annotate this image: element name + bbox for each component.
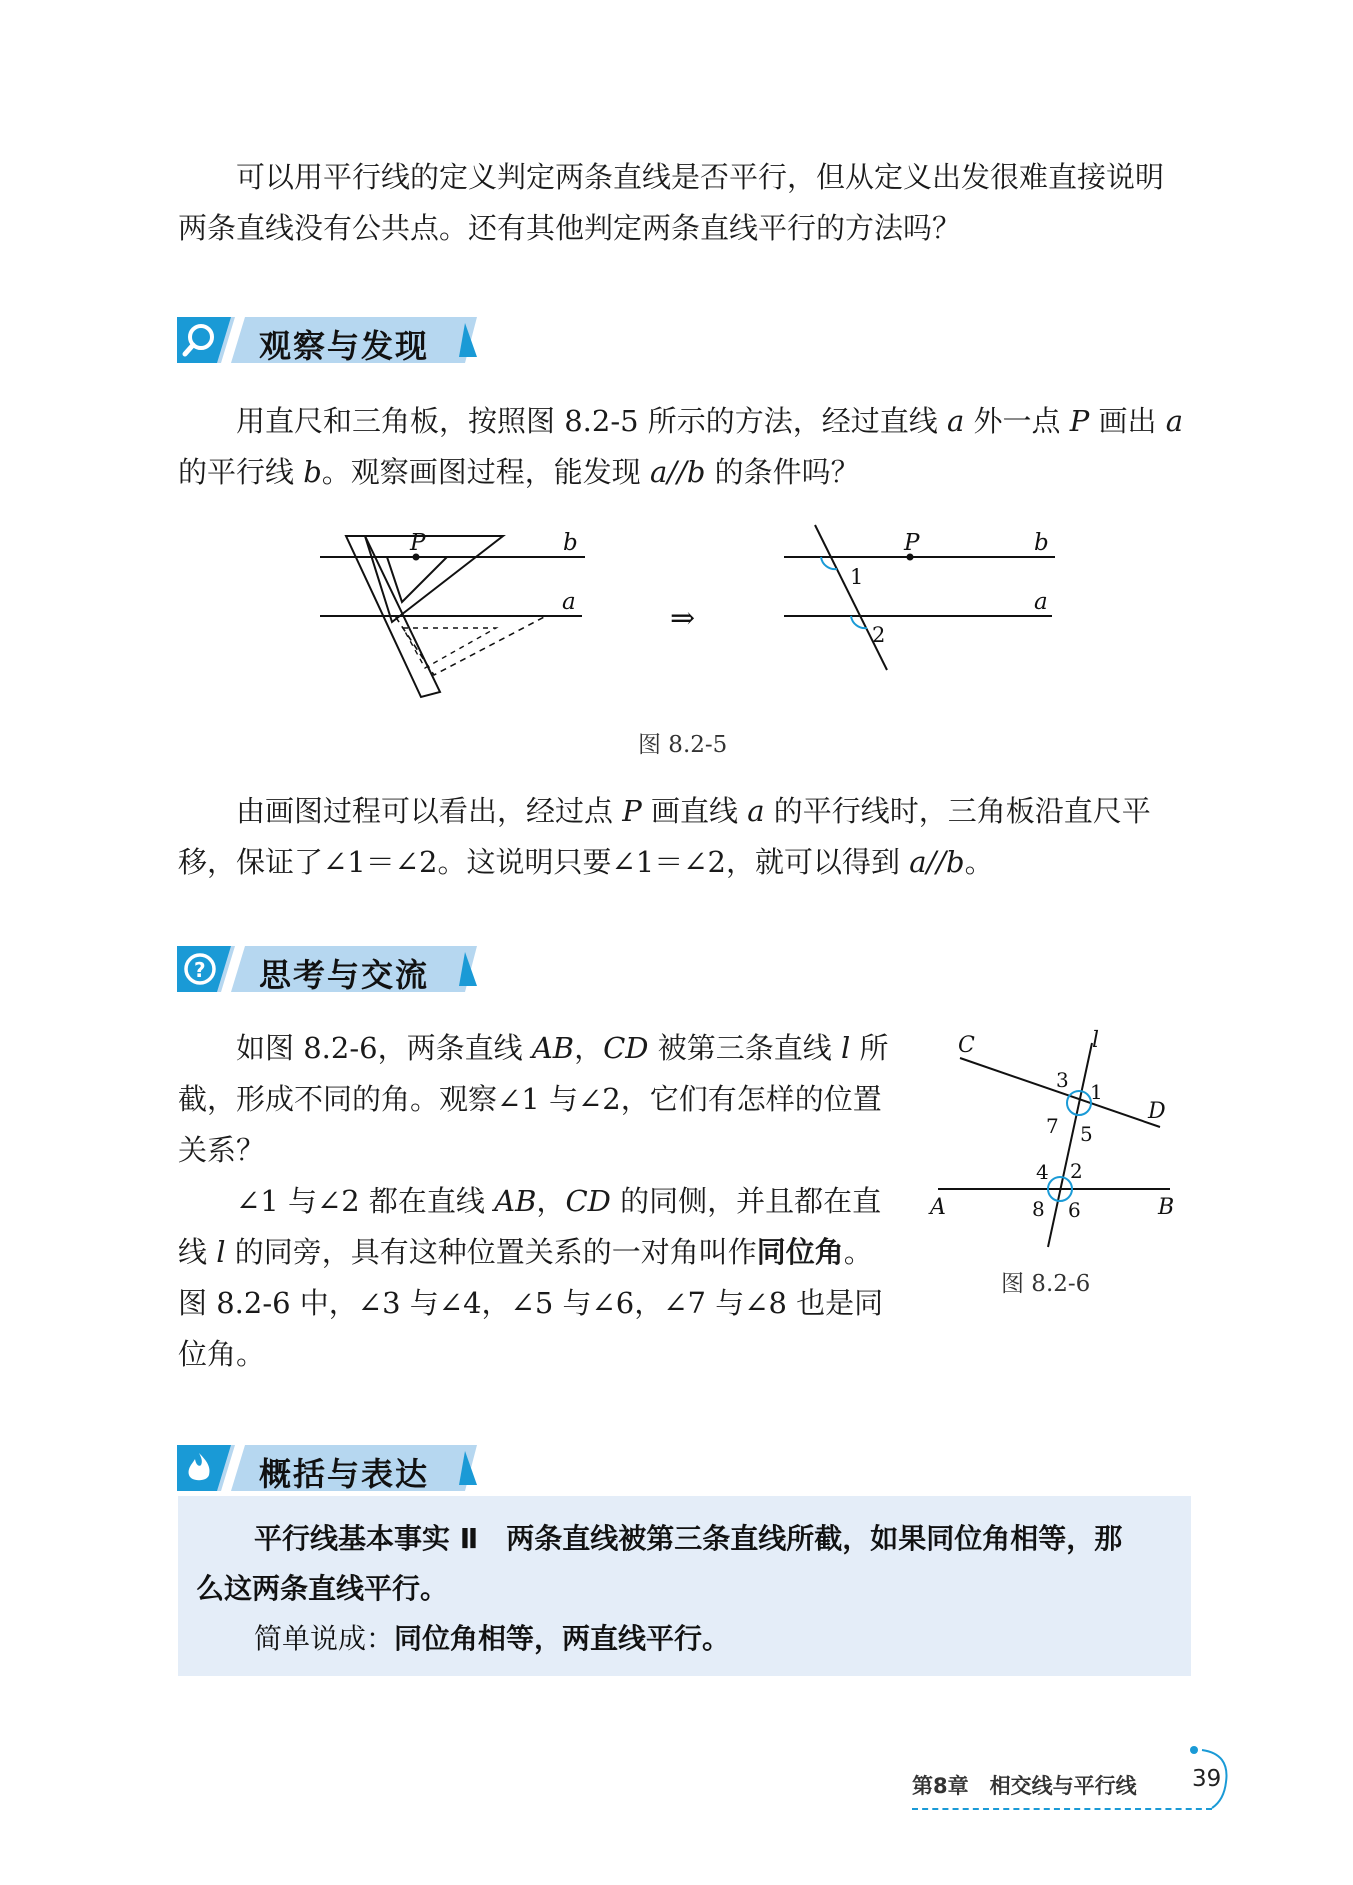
observe-paragraph: 用直尺和三角板，按照图 8.2-5 所示的方法，经过直线 a 外一点 P 画出 a 的平行线 b。观察画图过程，能发现 a//b 的条件吗？ — [178, 404, 1184, 489]
transversal-right — [815, 525, 887, 670]
label-angle-6: 6 — [1068, 1198, 1081, 1222]
label-angle-1: 1 — [1090, 1080, 1103, 1104]
label-a-left: a — [562, 589, 576, 615]
section-title-think: 思考与交流 — [259, 956, 430, 994]
summary-line-2: 么这两条直线平行。 — [196, 1572, 449, 1605]
svg-text:?: ? — [194, 958, 206, 982]
basic-fact-title: 平行线基本事实 Ⅱ — [254, 1522, 479, 1555]
label-angle-7: 7 — [1046, 1114, 1059, 1138]
label-B: B — [1158, 1195, 1175, 1220]
label-b-left: b — [563, 530, 578, 556]
set-square-top-inner — [387, 557, 447, 602]
summary-line-3: 简单说成：同位角相等，两直线平行。 — [254, 1622, 731, 1655]
label-angle-8: 8 — [1032, 1197, 1045, 1221]
figure-8-2-6 — [920, 1025, 1180, 1255]
label-angle-1: 1 — [850, 565, 864, 589]
label-l: l — [1092, 1028, 1100, 1053]
section-title-summary: 概括与表达 — [259, 1455, 430, 1493]
label-a-right: a — [1034, 589, 1048, 615]
figure-8-2-5-caption: 图 8.2-5 — [638, 732, 728, 758]
label-A: A — [930, 1195, 946, 1220]
label-angle-2: 2 — [1070, 1159, 1083, 1183]
intro-line-1: 可以用平行线的定义判定两条直线是否平行，但从定义出发很难直接说明 — [236, 160, 1165, 194]
section-header-summary — [177, 1445, 477, 1493]
intro-line-2: 两条直线没有公共点。还有其他判定两条直线平行的方法吗？ — [178, 211, 962, 245]
label-P-right: P — [904, 530, 920, 556]
label-angle-3: 3 — [1056, 1068, 1069, 1092]
label-C: C — [958, 1033, 975, 1058]
label-b-right: b — [1034, 530, 1049, 556]
label-P-left: P — [410, 530, 426, 556]
label-angle-5: 5 — [1080, 1122, 1093, 1146]
page-number: 39 — [1192, 1766, 1222, 1792]
summary-box — [178, 1496, 1191, 1676]
footer-dashed-line — [912, 1808, 1212, 1810]
term-corresponding-angles: 同位角 — [756, 1235, 844, 1269]
summary-line-1: 平行线基本事实 Ⅱ 两条直线被第三条直线所截，如果同位角相等，那 — [254, 1522, 1123, 1555]
figure-8-2-6-caption: 图 8.2-6 — [1001, 1271, 1091, 1297]
label-angle-2: 2 — [872, 623, 886, 647]
section-title-observe: 观察与发现 — [259, 327, 430, 365]
section-header-think — [177, 946, 477, 994]
figure-8-2-5 — [310, 520, 1080, 720]
implies-arrow: ⇒ — [670, 601, 696, 636]
section-header-observe — [177, 317, 477, 365]
footer-chapter-title: 第8章 相交线与平行线 — [912, 1774, 1137, 1798]
think-paragraph: 如图 8.2-6，两条直线 AB，CD 被第三条直线 l 所 截，形成不同的角。观察∠1 与∠2，它们有怎样的位置 关系？ ∠1 与∠2 都在直线 AB，CD 的同侧，并且都在直 线 l 的同旁，具有这种位置关系的一对角叫作同位角。 图 8.2-6 中，∠3 与∠4，∠5 与∠6，∠7 与∠8 也是同 位角。 — [178, 1031, 889, 1371]
footer-ornament — [1150, 1738, 1235, 1818]
intro-paragraph — [178, 152, 1190, 254]
label-angle-4: 4 — [1036, 1160, 1049, 1184]
label-D: D — [1148, 1099, 1166, 1124]
explain-paragraph: 由画图过程可以看出，经过点 P 画直线 a 的平行线时，三角板沿直尺平 移，保证了∠1＝∠2。这说明只要∠1＝∠2，就可以得到 a//b。 — [178, 794, 1151, 879]
